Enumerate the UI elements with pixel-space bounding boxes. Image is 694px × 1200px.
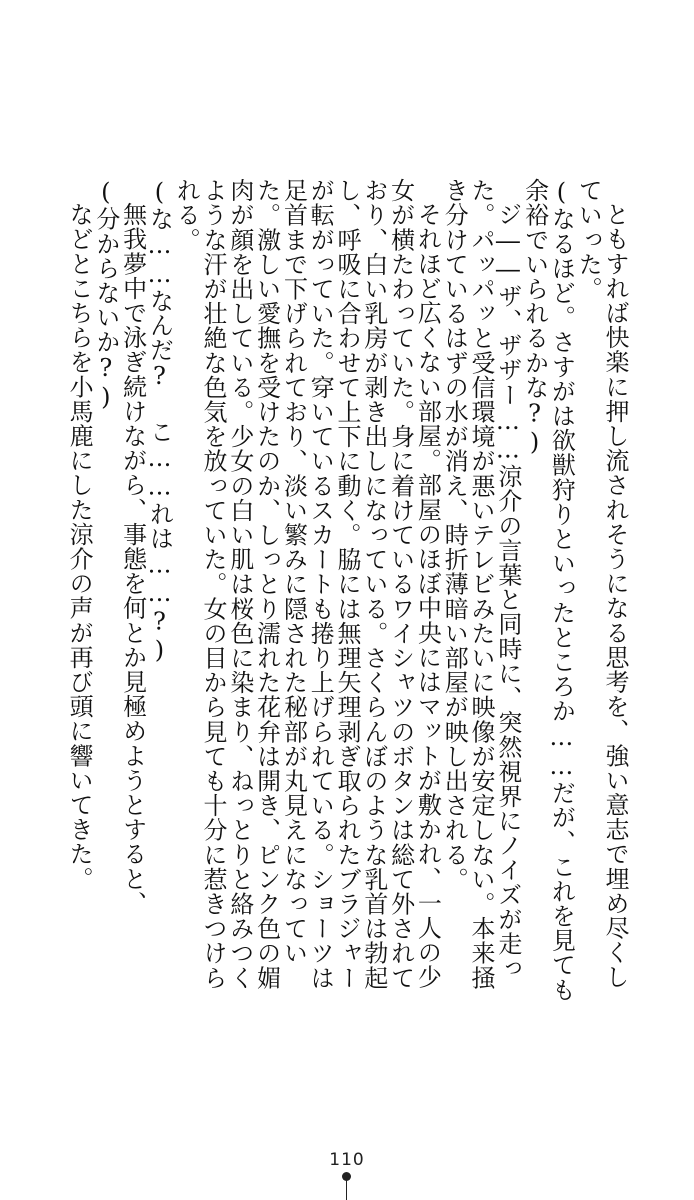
paragraph: などとこちらを小馬鹿にした涼介の声が再び頭に響いてきた。	[65, 202, 94, 891]
paragraph: (な……なんだ? こ……れは……?)	[145, 178, 174, 665]
page-number: 110	[329, 1150, 365, 1170]
paragraph: ジ――ザ、ザザー……涼介の言葉と同時に、突然視界にノイズが走った。パッパッと受信環境が悪いテレビみたいに映像が安定しない。本来掻き分けているはずの水が消え、時折薄暗い部屋が映し出される。	[440, 178, 522, 990]
body-text	[65, 178, 628, 1008]
page-marker-line	[346, 1176, 347, 1200]
paragraph: それほど広くない部屋。部屋のほぼ中央にはマットが敷かれ、一人の少女が横たわっていた。身に着けているワイシャツのボタンは総て外されており、白い乳房が剥き出しになっている。さくらんぼのような乳首は勃起し、呼吸に合わせて上下に動く。脇には無理矢理剥ぎ取られたブラジャーが転がっていた。穿いているスカートも捲り上げられている。ショーツは足首まで下げられており、淡い繁みに隠された秘部が丸見えになっていた。激しい愛撫を受けたのか、しっとり濡れた花弁は開き、ピンク色の媚肉が顔を出している。少女の白い肌は桜色に染まり、ねっとりと絡みつくような汗が壮絶な色気を放っていた。女の目から見ても十分に惹きつけられる。	[172, 178, 442, 990]
paragraph: ともすれば快楽に押し流されそうになる思考を、強い意志で埋め尽くしていった。	[574, 178, 629, 990]
paragraph: 無我夢中で泳ぎ続けながら、事態を何とか見極めようとすると、	[118, 202, 147, 916]
paragraph: (なるほど。さすがは欲獣狩りといったところか……だが、これを見ても余裕でいられるかな?)	[520, 178, 576, 1002]
paragraph: (分からないか?)	[91, 178, 120, 412]
